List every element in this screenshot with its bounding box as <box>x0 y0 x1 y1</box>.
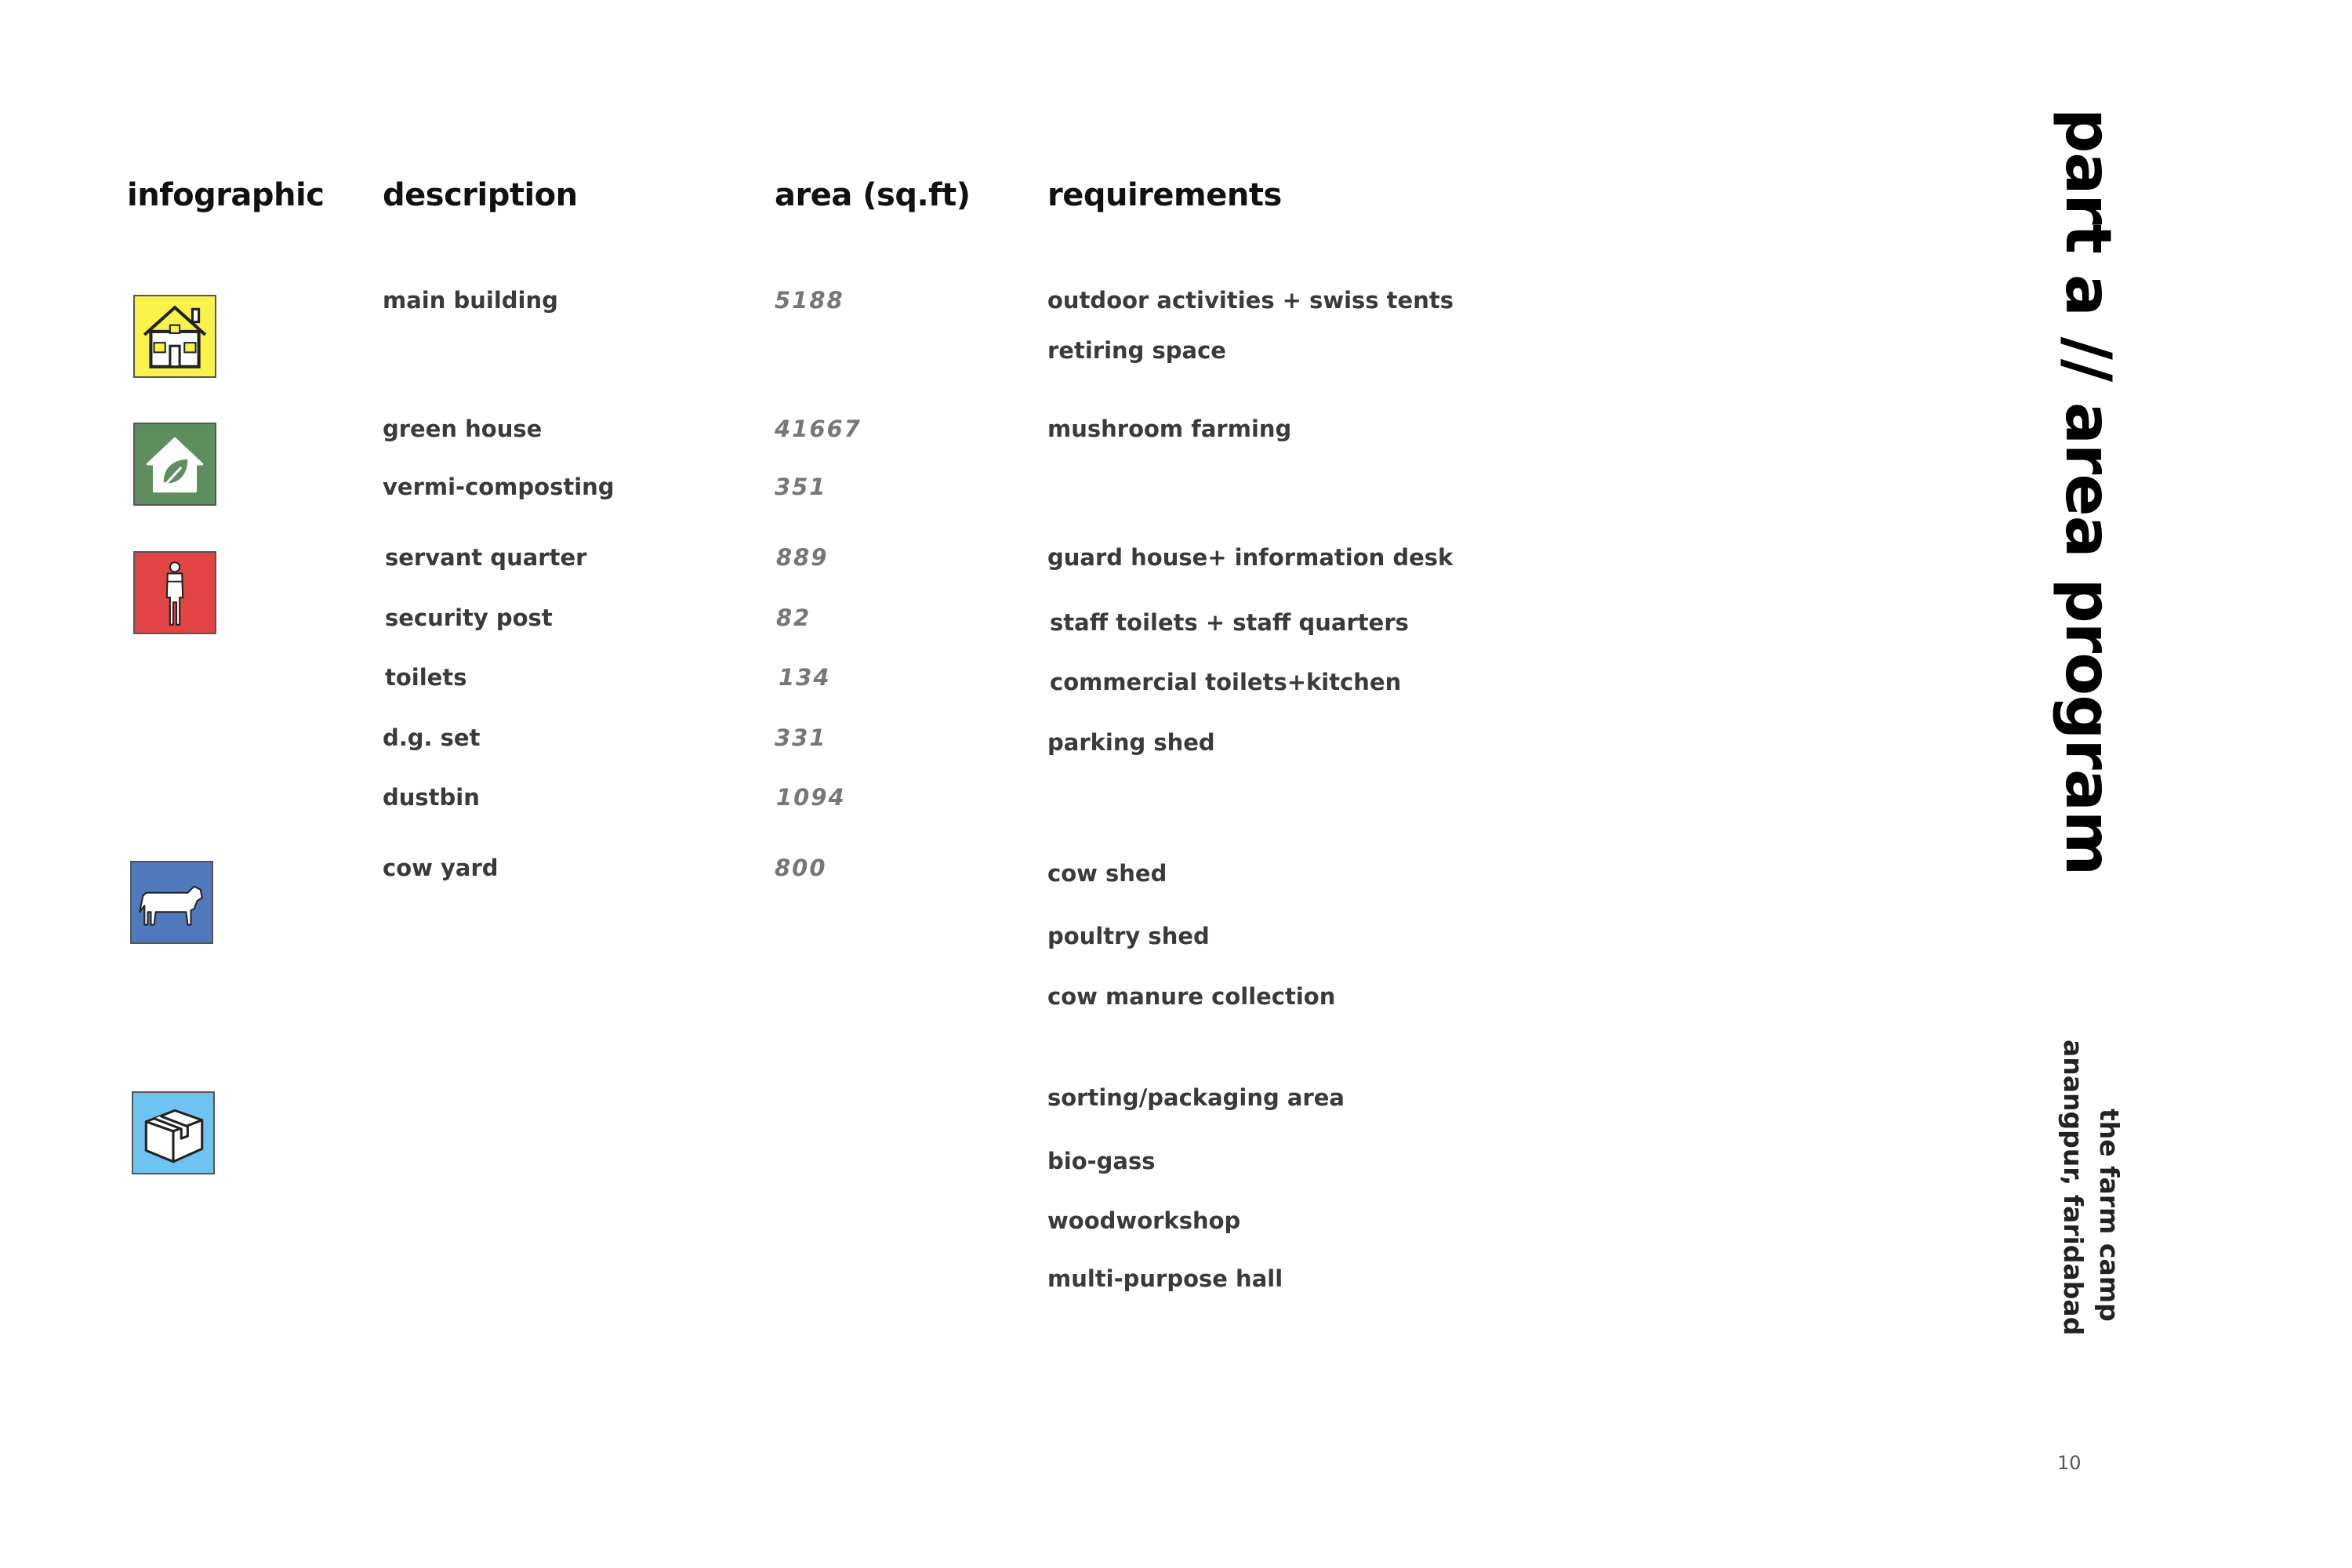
page-title: part a // area program <box>2052 108 2125 876</box>
req-commercial-toilets: commercial toilets+kitchen <box>1050 669 1402 695</box>
req-outdoor-activities: outdoor activities + swiss tents <box>1047 287 1454 314</box>
desc-dg-set: d.g. set <box>383 724 481 751</box>
req-guard-house: guard house+ information desk <box>1047 544 1454 571</box>
req-mushroom-farming: mushroom farming <box>1047 416 1292 442</box>
req-poultry-shed: poultry shed <box>1047 923 1210 949</box>
header-area: area (sq.ft) <box>775 177 971 213</box>
header-description: description <box>383 177 578 213</box>
desc-vermi-composting: vermi-composting <box>383 474 615 500</box>
req-bio-gass: bio-gass <box>1047 1148 1156 1174</box>
req-woodworkshop: woodworkshop <box>1047 1207 1241 1234</box>
req-cow-shed: cow shed <box>1047 860 1167 887</box>
page-number: 10 <box>2057 1452 2082 1474</box>
desc-servant-quarter: servant quarter <box>385 544 587 571</box>
req-cow-manure: cow manure collection <box>1047 983 1336 1010</box>
area-dustbin: 1094 <box>776 784 846 811</box>
house-icon <box>133 295 216 378</box>
desc-green-house: green house <box>383 416 543 442</box>
desc-cow-yard: cow yard <box>383 855 499 881</box>
area-servant-quarter: 889 <box>776 544 829 571</box>
project-location: anangpur, faridabad <box>2058 1040 2089 1336</box>
desc-main-building: main building <box>383 287 558 314</box>
area-main-building: 5188 <box>775 287 844 314</box>
eco-house-icon <box>133 423 216 506</box>
area-cow-yard: 800 <box>775 855 827 881</box>
desc-dustbin: dustbin <box>383 784 480 811</box>
area-green-house: 41667 <box>775 416 862 442</box>
req-retiring-space: retiring space <box>1047 337 1226 364</box>
header-infographic: infographic <box>127 177 325 213</box>
area-security-post: 82 <box>776 604 811 631</box>
req-staff-toilets: staff toilets + staff quarters <box>1050 609 1409 636</box>
project-name: the farm camp <box>2094 1109 2125 1322</box>
req-parking-shed: parking shed <box>1047 729 1215 756</box>
desc-security-post: security post <box>385 604 553 631</box>
header-requirements: requirements <box>1047 177 1282 213</box>
package-box-icon <box>132 1091 215 1174</box>
cow-icon <box>130 861 213 944</box>
req-sorting-packaging: sorting/packaging area <box>1047 1084 1345 1111</box>
req-multi-purpose-hall: multi-purpose hall <box>1047 1265 1283 1292</box>
desc-toilets: toilets <box>385 664 467 691</box>
area-vermi-composting: 351 <box>775 474 827 500</box>
area-toilets: 134 <box>779 664 831 691</box>
area-dg-set: 331 <box>775 724 827 751</box>
servant-person-icon <box>133 551 216 634</box>
